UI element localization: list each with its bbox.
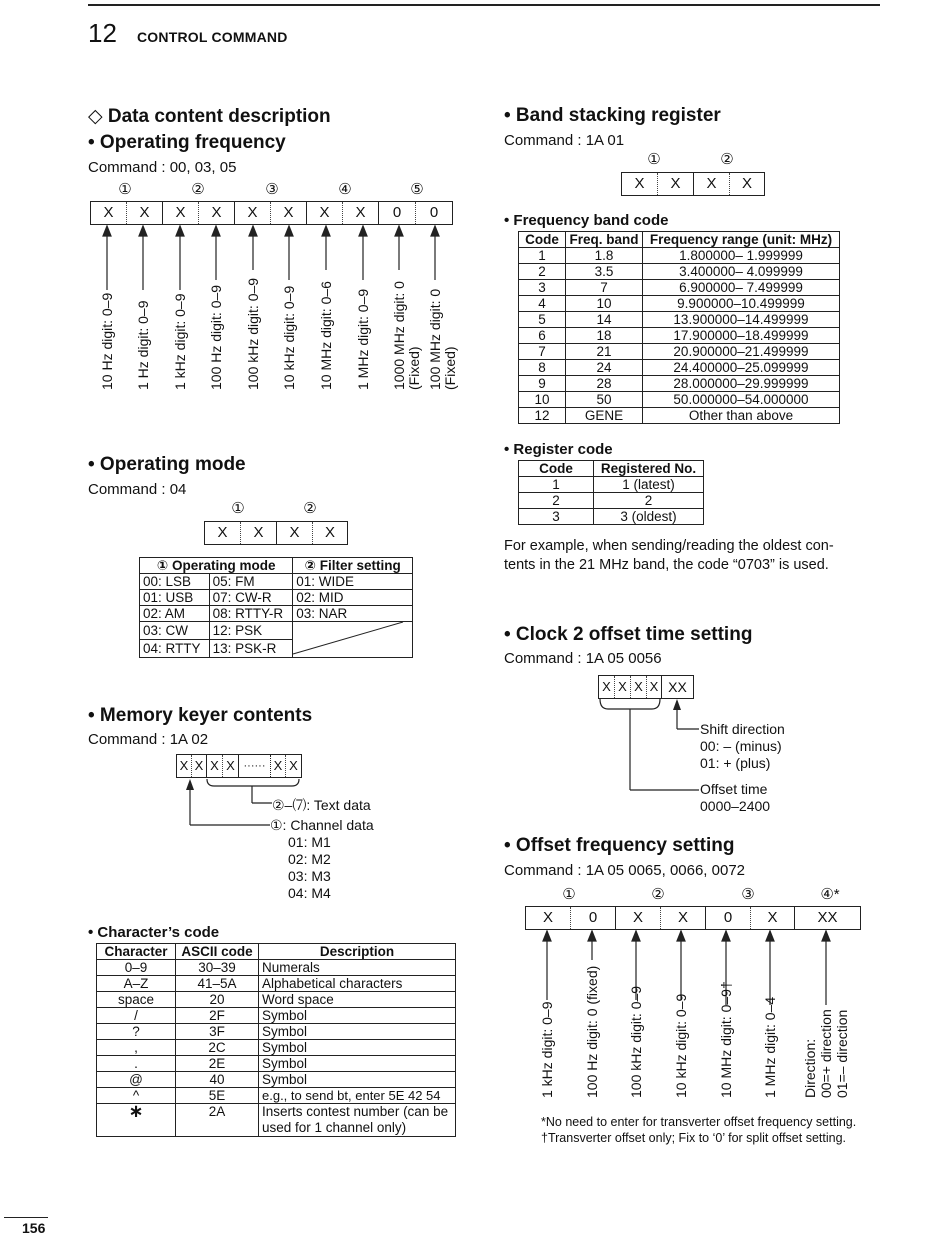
table-header: ASCII code — [176, 944, 259, 960]
digit-cell: X — [767, 909, 778, 926]
table-cell: 03: NAR — [293, 606, 413, 622]
table-cell: 3 — [519, 280, 566, 296]
table-cell: 3.5 — [566, 264, 643, 280]
channel-data-label: ①: Channel data — [270, 817, 374, 833]
table-cell: 01: WIDE — [293, 574, 413, 590]
digit-cell: XX — [668, 679, 687, 695]
digit-cell: X — [706, 175, 717, 192]
mem-keyer-title: • Memory keyer contents — [88, 705, 313, 726]
clock2-title: • Clock 2 offset time setting — [504, 624, 753, 645]
digit-cell: X — [649, 679, 659, 694]
digit-label: 100 MHz digit: 0 — [427, 288, 443, 390]
table-cell: 02: AM — [140, 606, 210, 622]
table-cell: Other than above — [643, 408, 840, 424]
table-cell: / — [97, 1008, 176, 1024]
table-cell: , — [97, 1040, 176, 1056]
table-cell: ? — [97, 1024, 176, 1040]
band-stack-command: Command : 1A 01 — [504, 132, 625, 149]
chapter-number: 12 — [88, 18, 117, 48]
ellipsis-cell: ······ — [243, 760, 266, 772]
table-cell: 24.400000–25.099999 — [643, 360, 840, 376]
list-item: 01: M1 — [288, 834, 331, 850]
table-header: Description — [259, 944, 456, 960]
digit-cell: X — [283, 204, 294, 221]
text-data-label: ②–⑺: Text data — [272, 797, 371, 813]
table-cell: Symbol — [259, 1040, 456, 1056]
offset-freq-title: • Offset frequency setting — [504, 835, 735, 856]
table-cell: Word space — [259, 992, 456, 1008]
digit-label: 10 MHz digit: 0–9† — [718, 981, 734, 1098]
table-cell: Symbol — [259, 1056, 456, 1072]
marker-5: ⑤ — [410, 181, 424, 198]
marker-1: ① — [231, 500, 245, 517]
table-cell: 1.800000– 1.999999 — [643, 248, 840, 264]
band-stack-title: • Band stacking register — [504, 105, 721, 126]
table-cell: 1 (latest) — [594, 477, 704, 493]
table-cell: 5 — [519, 312, 566, 328]
op-freq-command: Command : 00, 03, 05 — [88, 159, 237, 176]
op-mode-command: Command : 04 — [88, 481, 187, 498]
digit-cell: X — [634, 175, 645, 192]
table-cell: 30–39 — [176, 960, 259, 976]
digit-cell: X — [103, 204, 114, 221]
table-cell: Symbol — [259, 1024, 456, 1040]
list-item: 04: M4 — [288, 885, 331, 901]
table-cell: 0–9 — [97, 960, 176, 976]
table-cell: 40 — [176, 1072, 259, 1088]
marker-4: ④ — [338, 181, 352, 198]
table-cell: 4 — [519, 296, 566, 312]
digit-label: 10 kHz digit: 0–9 — [673, 993, 689, 1098]
marker-1: ① — [647, 151, 661, 168]
digit-cell: 0 — [429, 204, 439, 221]
clock2-command: Command : 1A 05 0056 — [504, 650, 662, 667]
offset-freq-command: Command : 1A 05 0065, 0066, 0072 — [504, 862, 746, 879]
table-cell: 02: MID — [293, 590, 413, 606]
digit-label: 1 Hz digit: 0–9 — [135, 300, 151, 390]
register-code-title: • Register code — [504, 441, 613, 458]
digit-label: 10 Hz digit: 0–9 — [99, 292, 115, 390]
table-cell: 14 — [566, 312, 643, 328]
table-cell: 50 — [566, 392, 643, 408]
digit-label: 1 MHz digit: 0–9 — [355, 288, 371, 390]
digit-label: 100 Hz digit: 0–9 — [208, 284, 224, 390]
digit-cell: X — [253, 524, 264, 541]
table-cell: ∗ — [97, 1104, 176, 1137]
table-cell: 2 — [519, 493, 594, 509]
char-code-title: • Character’s code — [88, 924, 220, 941]
table-header: ① Operating mode — [140, 558, 293, 574]
list-item: 02: M2 — [288, 851, 331, 867]
digit-cell: X — [602, 679, 611, 694]
table-cell: 17.900000–18.499999 — [643, 328, 840, 344]
digit-cell: 0 — [723, 909, 733, 926]
footer-rule — [4, 1217, 48, 1218]
table-cell: 07: CW-R — [209, 590, 293, 606]
table-cell: Alphabetical characters — [259, 976, 456, 992]
table-header: Character — [97, 944, 176, 960]
table-header: Code — [519, 461, 594, 477]
marker-4: ④* — [820, 886, 840, 903]
chapter-title: CONTROL COMMAND — [137, 29, 288, 45]
digit-label: 100 kHz digit: 0–9 — [245, 277, 261, 390]
mem-keyer-command: Command : 1A 02 — [88, 731, 209, 748]
list-item: 03: M3 — [288, 868, 331, 884]
table-cell: 00: LSB — [140, 574, 210, 590]
table-cell: 20.900000–21.499999 — [643, 344, 840, 360]
table-cell: 18 — [566, 328, 643, 344]
digit-label: 10 MHz digit: 0–6 — [318, 281, 334, 390]
digit-cell: X — [677, 909, 688, 926]
note-line: Shift direction — [700, 721, 785, 737]
direction-label: 01=– direction — [834, 1009, 850, 1098]
digit-cell: X — [355, 204, 366, 221]
marker-2: ② — [191, 181, 205, 198]
table-cell: Symbol — [259, 1008, 456, 1024]
table-cell: 03: CW — [140, 622, 210, 640]
table-cell: 05: FM — [209, 574, 293, 590]
digit-cell: X — [618, 679, 627, 694]
table-cell: 8 — [519, 360, 566, 376]
table-cell: 10 — [519, 392, 566, 408]
table-header: ② Filter setting — [293, 558, 413, 574]
table-cell: 24 — [566, 360, 643, 376]
table-cell: space — [97, 992, 176, 1008]
footnote: *No need to enter for transverter offset frequency setting. — [541, 1115, 857, 1129]
table-cell: 2 — [594, 493, 704, 509]
marker-3: ③ — [265, 181, 279, 198]
digit-cell: X — [194, 758, 204, 773]
digit-label: 100 Hz digit: 0 (fixed) — [584, 965, 600, 1098]
table-cell: 3 (oldest) — [594, 509, 704, 525]
marker-2: ② — [303, 500, 317, 517]
table-cell: 2C — [176, 1040, 259, 1056]
table-cell: 9.900000–10.499999 — [643, 296, 840, 312]
digit-cell: 0 — [588, 909, 598, 926]
table-cell: 13: PSK-R — [209, 640, 293, 658]
marker-1: ① — [562, 886, 576, 903]
digit-label: 1 MHz digit: 0–4 — [762, 996, 778, 1098]
footnote: †Transverter offset only; Fix to ‘0’ for split offset setting. — [541, 1131, 846, 1145]
op-mode-title: • Operating mode — [88, 454, 246, 475]
table-cell: 5E — [176, 1088, 259, 1104]
table-header: Code — [519, 232, 566, 248]
digit-cell: X — [217, 524, 228, 541]
fixed-label: (Fixed) — [406, 346, 422, 390]
table-cell: 7 — [566, 280, 643, 296]
table-cell: 2A — [176, 1104, 259, 1137]
table-cell: 1 — [519, 248, 566, 264]
table-cell: ^ — [97, 1088, 176, 1104]
digit-cell: X — [741, 175, 752, 192]
table-cell: 04: RTTY — [140, 640, 210, 658]
note-line: 01: + (plus) — [700, 755, 771, 771]
table-cell: 1.8 — [566, 248, 643, 264]
example-line: tents in the 21 MHz band, the code “0703” is used. — [504, 557, 829, 573]
page-number: 156 — [22, 1220, 46, 1236]
digit-cell: X — [175, 204, 186, 221]
digit-label: 1 kHz digit: 0–9 — [539, 1001, 555, 1098]
digit-label: 10 kHz digit: 0–9 — [281, 285, 297, 390]
digit-cell: X — [324, 524, 335, 541]
data-content-title: ◇ Data content description — [88, 106, 331, 127]
digit-cell: X — [542, 909, 553, 926]
table-cell: 6 — [519, 328, 566, 344]
marker-2: ② — [651, 886, 665, 903]
table-cell: 3.400000– 4.099999 — [643, 264, 840, 280]
table-cell: 6.900000– 7.499999 — [643, 280, 840, 296]
digit-cell: X — [632, 909, 643, 926]
table-cell: 21 — [566, 344, 643, 360]
direction-label: 00=+ direction — [818, 1009, 834, 1098]
digit-cell: X — [179, 758, 189, 773]
table-header: Registered No. — [594, 461, 704, 477]
table-cell: 2E — [176, 1056, 259, 1072]
table-cell: 10 — [566, 296, 643, 312]
table-cell: 28 — [566, 376, 643, 392]
freq-band-title: • Frequency band code — [504, 212, 669, 229]
table-cell: 3 — [519, 509, 594, 525]
digit-cell: X — [226, 758, 235, 773]
table-cell: 1 — [519, 477, 594, 493]
table-cell: 2 — [519, 264, 566, 280]
digit-cell: X — [211, 204, 222, 221]
table-cell: 28.000000–29.999999 — [643, 376, 840, 392]
digit-cell: 0 — [392, 204, 402, 221]
note-line: 00: – (minus) — [700, 738, 782, 754]
digit-cell: X — [139, 204, 150, 221]
table-cell: Inserts contest number (can be used for 1 channel only) — [259, 1104, 456, 1137]
table-cell: 7 — [519, 344, 566, 360]
table-cell: 12 — [519, 408, 566, 424]
digit-cell: X — [289, 524, 300, 541]
marker-3: ③ — [741, 886, 755, 903]
digit-cell: X — [634, 679, 643, 694]
note-line: 0000–2400 — [700, 798, 771, 814]
digit-label: 100 kHz digit: 0–9 — [628, 985, 644, 1098]
digit-cell: X — [210, 758, 219, 773]
direction-label: Direction: — [802, 1038, 818, 1098]
table-cell: Symbol — [259, 1072, 456, 1088]
table-cell: . — [97, 1056, 176, 1072]
table-cell: 08: RTTY-R — [209, 606, 293, 622]
table-cell: 12: PSK — [209, 622, 293, 640]
table-cell: e.g., to send bt, enter 5E 42 54 — [259, 1088, 456, 1104]
digit-label: 1 kHz digit: 0–9 — [172, 293, 188, 390]
table-cell: @ — [97, 1072, 176, 1088]
table-cell: 41–5A — [176, 976, 259, 992]
digit-cell: X — [273, 758, 283, 773]
marker-2: ② — [720, 151, 734, 168]
table-cell: 13.900000–14.499999 — [643, 312, 840, 328]
table-header: Frequency range (unit: MHz) — [643, 232, 840, 248]
digit-cell: X — [247, 204, 258, 221]
table-cell: A–Z — [97, 976, 176, 992]
digit-cell: XX — [817, 909, 838, 926]
digit-cell: X — [289, 758, 298, 773]
op-freq-title: • Operating frequency — [88, 132, 286, 153]
table-cell: 2F — [176, 1008, 259, 1024]
table-cell: 20 — [176, 992, 259, 1008]
table-cell: 01: USB — [140, 590, 210, 606]
digit-cell: X — [319, 204, 330, 221]
fixed-label: (Fixed) — [442, 346, 458, 390]
table-header: Freq. band — [566, 232, 643, 248]
table-cell: 50.000000–54.000000 — [643, 392, 840, 408]
digit-label: 1000 MHz digit: 0 — [391, 281, 407, 390]
table-cell: Numerals — [259, 960, 456, 976]
digit-cell: X — [670, 175, 681, 192]
marker-1: ① — [118, 181, 132, 198]
table-cell: 3F — [176, 1024, 259, 1040]
example-line: For example, when sending/reading the oldest con- — [504, 538, 834, 554]
table-cell: GENE — [566, 408, 643, 424]
table-cell: 9 — [519, 376, 566, 392]
note-line: Offset time — [700, 781, 768, 797]
